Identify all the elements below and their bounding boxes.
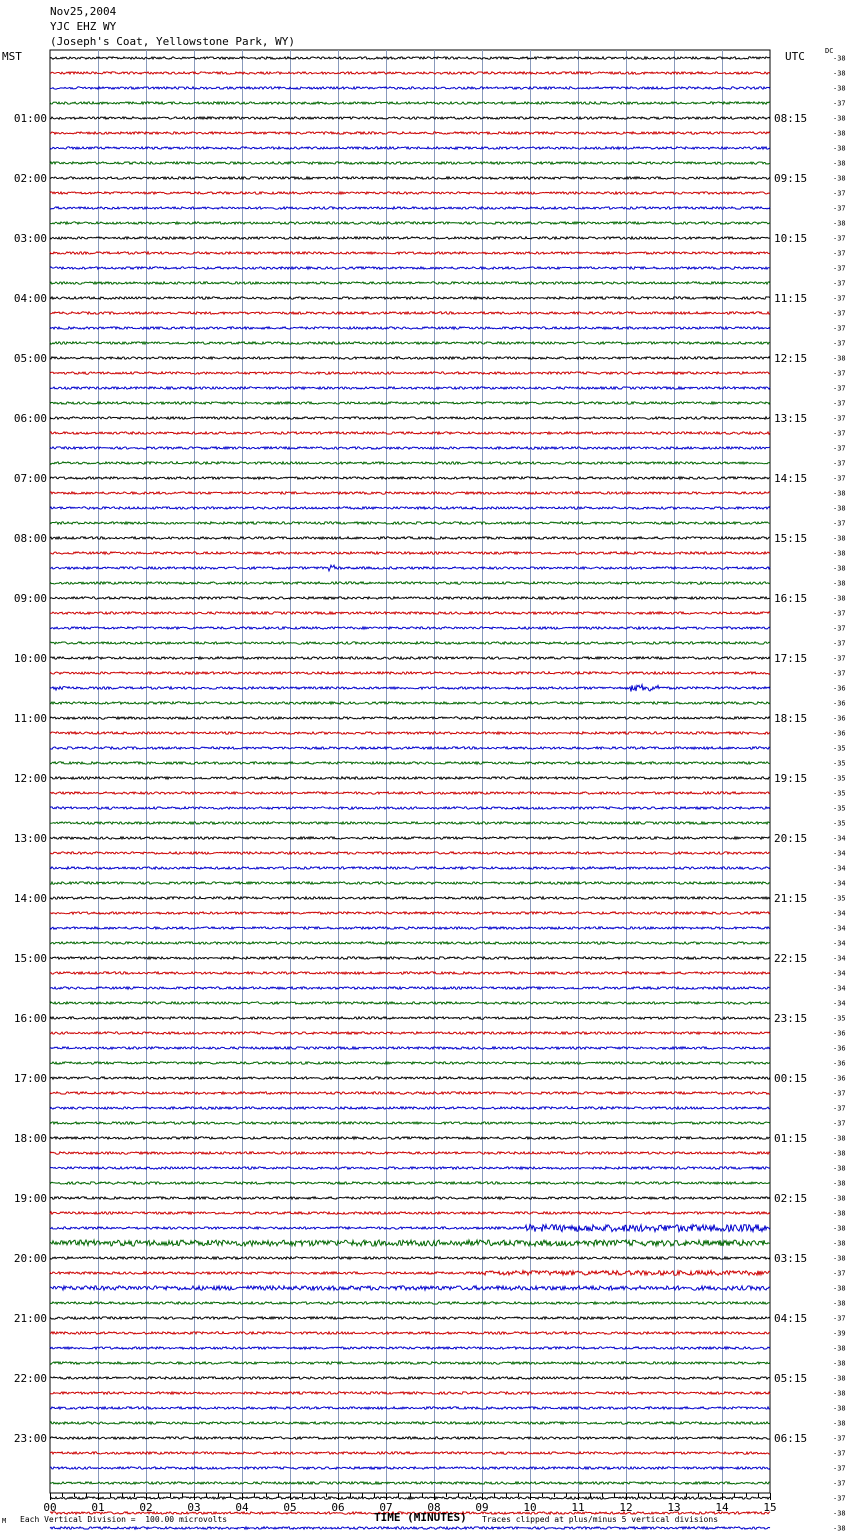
trace-row: [50, 987, 770, 989]
dc-offset-value: -34: [833, 939, 846, 948]
trace-row: [50, 1377, 770, 1379]
x-tick-label: 00: [43, 1501, 57, 1514]
trace-row: [50, 882, 770, 884]
trace-row: [50, 207, 770, 209]
dc-offset-value: -37: [833, 234, 846, 243]
trace-row: [50, 1077, 770, 1079]
right-hour-label: 23:15: [774, 1012, 808, 1025]
trace-row: [50, 402, 770, 404]
dc-offset-value: -37: [833, 264, 846, 273]
dc-offset-value: -36: [833, 684, 846, 693]
left-hour-label: 14:00: [13, 892, 47, 905]
trace-row: [50, 1257, 770, 1259]
right-hour-label: 14:15: [774, 472, 808, 485]
division-scale-note: Each Vertical Division = 100.00 microvolts: [20, 1515, 228, 1524]
left-hour-label: 20:00: [13, 1252, 47, 1265]
left-hour-label: 22:00: [13, 1372, 47, 1385]
dc-offset-value: -38: [833, 1524, 846, 1533]
x-tick-label: 04: [235, 1501, 249, 1514]
trace-row: [50, 297, 770, 299]
trace-row: [50, 552, 770, 554]
dc-offset-value: -34: [833, 879, 846, 888]
trace-row: [50, 1467, 770, 1469]
right-hour-label: 09:15: [774, 172, 808, 185]
left-hour-label: 09:00: [13, 592, 47, 605]
dc-offset-value: -35: [833, 804, 846, 813]
trace-row: [50, 342, 770, 344]
trace-row: [50, 1271, 770, 1276]
dc-offset-value: -37: [833, 1479, 846, 1488]
dc-offset-value: -37: [833, 474, 846, 483]
dc-offset-value: -34: [833, 909, 846, 918]
trace-row: [50, 1392, 770, 1394]
corner-mark: M: [2, 1517, 7, 1525]
dc-offset-value: -36: [833, 729, 846, 738]
trace-row: [50, 72, 770, 74]
station-code: YJC EHZ WY: [50, 20, 117, 33]
dc-offset-value: -37: [833, 294, 846, 303]
trace-row: [50, 177, 770, 179]
dc-offset-value: -37: [833, 1494, 846, 1503]
trace-row: [50, 492, 770, 494]
right-hour-label: 06:15: [774, 1432, 808, 1445]
trace-row: [50, 852, 770, 854]
dc-offset-value: -34: [833, 864, 846, 873]
trace-row: [50, 762, 770, 764]
dc-offset-value: -34: [833, 834, 846, 843]
right-hour-label: 05:15: [774, 1372, 808, 1385]
trace-row: [50, 57, 770, 59]
dc-offset-value: -37: [833, 279, 846, 288]
x-tick-label: 08: [427, 1501, 441, 1514]
trace-row: [50, 1240, 770, 1246]
trace-row: [50, 237, 770, 239]
dc-offset-value: -38: [833, 594, 846, 603]
trace-row: [50, 372, 770, 374]
dc-offset-value: -37: [833, 309, 846, 318]
trace-row: [50, 897, 770, 899]
trace-row: [50, 867, 770, 869]
dc-offset-value: -35: [833, 819, 846, 828]
dc-offset-value: -37: [833, 1104, 846, 1113]
trace-row: [50, 1317, 770, 1319]
left-hour-label: 06:00: [13, 412, 47, 425]
dc-offset-value: -37: [833, 1434, 846, 1443]
trace-layer: [50, 57, 770, 1534]
dc-offset-value: -38: [833, 69, 846, 78]
dc-offset-value: -38: [833, 1344, 846, 1353]
dc-offset-value: -34: [833, 924, 846, 933]
left-hour-label: 21:00: [13, 1312, 47, 1325]
trace-row: [50, 1182, 770, 1184]
x-tick-label: 02: [139, 1501, 153, 1514]
right-hour-label: 10:15: [774, 232, 808, 245]
dc-offset-value: -37: [833, 444, 846, 453]
left-hour-label: 10:00: [13, 652, 47, 665]
dc-offset-value: -38: [833, 1164, 846, 1173]
trace-row: [50, 1482, 770, 1484]
trace-row: [50, 685, 770, 692]
left-timezone-label: MST: [2, 50, 22, 63]
dc-offset-value: -37: [833, 384, 846, 393]
dc-offset-value: -37: [833, 459, 846, 468]
trace-row: [50, 612, 770, 614]
dc-offset-value: -37: [833, 399, 846, 408]
trace-row: [50, 1286, 770, 1290]
dc-offset-value: -37: [833, 414, 846, 423]
right-hour-label: 00:15: [774, 1072, 808, 1085]
trace-row: [50, 1167, 770, 1169]
dc-offset-value: -36: [833, 1029, 846, 1038]
trace-row: [50, 777, 770, 779]
right-hour-label: 22:15: [774, 952, 808, 965]
right-hour-label: 13:15: [774, 412, 808, 425]
dc-offset-value: -38: [833, 1299, 846, 1308]
x-tick-label: 03: [187, 1501, 201, 1514]
dc-offset-value: -36: [833, 1074, 846, 1083]
trace-row: [50, 1107, 770, 1109]
trace-row: [50, 537, 770, 539]
dc-offset-value: -38: [833, 84, 846, 93]
trace-row: [50, 1422, 770, 1424]
dc-offset-value: -37: [833, 1269, 846, 1278]
trace-row: [50, 942, 770, 944]
trace-row: [50, 1062, 770, 1064]
dc-offset-value: -38: [833, 159, 846, 168]
trace-row: [50, 1407, 770, 1409]
trace-row: [50, 837, 770, 839]
dc-offset-value: -35: [833, 774, 846, 783]
trace-row: [50, 732, 770, 734]
dc-offset-value: -37: [833, 669, 846, 678]
left-hour-label: 12:00: [13, 772, 47, 785]
trace-row: [50, 792, 770, 794]
trace-row: [50, 1332, 770, 1334]
dc-offset-value: -37: [833, 249, 846, 258]
right-hour-label: 16:15: [774, 592, 808, 605]
dc-offset-value: -38: [833, 1149, 846, 1158]
right-timezone-label: UTC: [785, 50, 805, 63]
dc-offset-value: -37: [833, 654, 846, 663]
dc-offset-value: -38: [833, 1509, 846, 1518]
dc-offset-value: -34: [833, 849, 846, 858]
right-hour-label: 20:15: [774, 832, 808, 845]
dc-offset-value: -37: [833, 1089, 846, 1098]
trace-row: [50, 1437, 770, 1439]
dc-offset-value: -38: [833, 354, 846, 363]
trace-row: [50, 747, 770, 749]
trace-row: [50, 582, 770, 584]
dc-offset-value: -38: [833, 1419, 846, 1428]
x-tick-label: 09: [475, 1501, 489, 1514]
trace-row: [50, 102, 770, 104]
dc-offset-value: -36: [833, 1044, 846, 1053]
dc-offset-value: -38: [833, 1194, 846, 1203]
dc-offset-value: -38: [833, 504, 846, 513]
left-hour-label: 07:00: [13, 472, 47, 485]
dc-offset-value: -37: [833, 1449, 846, 1458]
dc-offset-value: -37: [833, 519, 846, 528]
right-hour-label: 15:15: [774, 532, 808, 545]
left-hour-label: 11:00: [13, 712, 47, 725]
dc-offset-value: -38: [833, 1224, 846, 1233]
trace-row: [50, 522, 770, 524]
dc-offset-value: -37: [833, 339, 846, 348]
dc-offset-value: -38: [833, 1239, 846, 1248]
dc-offset-value: -38: [833, 114, 846, 123]
dc-offset-value: -38: [833, 219, 846, 228]
trace-row: [50, 312, 770, 314]
dc-offset-value: -38: [833, 489, 846, 498]
trace-row: [50, 462, 770, 464]
dc-offset-value: -37: [833, 609, 846, 618]
trace-row: [50, 1212, 770, 1214]
trace-row: [50, 147, 770, 149]
right-hour-label: 01:15: [774, 1132, 808, 1145]
trace-row: [50, 807, 770, 809]
dc-offset-value: -37: [833, 1464, 846, 1473]
right-hour-label: 21:15: [774, 892, 808, 905]
right-hour-label: 02:15: [774, 1192, 808, 1205]
right-hour-label: 17:15: [774, 652, 808, 665]
trace-row: [50, 192, 770, 194]
trace-row: [50, 1137, 770, 1139]
left-hour-label: 15:00: [13, 952, 47, 965]
trace-row: [50, 432, 770, 434]
dc-offset-value: -36: [833, 1059, 846, 1068]
x-tick-label: 13: [667, 1501, 681, 1514]
dc-offset-value: -38: [833, 534, 846, 543]
trace-row: [50, 357, 770, 359]
trace-row: [50, 1527, 770, 1529]
dc-offset-value: -38: [833, 579, 846, 588]
left-hour-label: 03:00: [13, 232, 47, 245]
clip-note: Traces clipped at plus/minus 5 vertical divisions: [482, 1515, 719, 1524]
dc-offset-value: -37: [833, 1314, 846, 1323]
dc-offset-value: -38: [833, 1179, 846, 1188]
station-location: (Joseph's Coat, Yellowstone Park, WY): [50, 35, 296, 48]
dc-offset-value: -37: [833, 369, 846, 378]
trace-row: [50, 282, 770, 284]
left-hour-label: 19:00: [13, 1192, 47, 1205]
x-tick-label: 11: [571, 1501, 585, 1514]
dc-offset-value: -37: [833, 624, 846, 633]
label-layer: [14, 55, 846, 1534]
dc-offset-value: -38: [833, 144, 846, 153]
trace-row: [50, 957, 770, 959]
x-tick-label: 01: [91, 1501, 105, 1514]
x-tick-label: 14: [715, 1501, 729, 1514]
x-tick-label: 15: [763, 1501, 777, 1514]
trace-row: [50, 1347, 770, 1349]
left-hour-label: 16:00: [13, 1012, 47, 1025]
dc-offset-value: -37: [833, 324, 846, 333]
trace-row: [50, 387, 770, 389]
trace-row: [50, 1197, 770, 1199]
trace-row: [50, 132, 770, 134]
trace-row: [50, 267, 770, 269]
dc-offset-value: -39: [833, 1329, 846, 1338]
dc-offset-value: -38: [833, 1284, 846, 1293]
trace-row: [50, 642, 770, 644]
left-hour-label: 08:00: [13, 532, 47, 545]
trace-row: [50, 87, 770, 89]
right-hour-label: 12:15: [774, 352, 808, 365]
dc-offset-value: -34: [833, 954, 846, 963]
trace-row: [50, 717, 770, 719]
trace-row: [50, 912, 770, 914]
left-hour-label: 02:00: [13, 172, 47, 185]
x-tick-label: 10: [523, 1501, 537, 1514]
dc-offset-value: -37: [833, 189, 846, 198]
plot-frame: [50, 50, 770, 1493]
right-hour-label: 08:15: [774, 112, 808, 125]
trace-row: [50, 627, 770, 629]
dc-offset-value: -38: [833, 1254, 846, 1263]
dc-offset-value: -38: [833, 564, 846, 573]
left-hour-label: 23:00: [13, 1432, 47, 1445]
right-hour-label: 04:15: [774, 1312, 808, 1325]
trace-row: [50, 222, 770, 224]
dc-offset-value: -35: [833, 1014, 846, 1023]
trace-row: [50, 417, 770, 419]
left-hour-label: 17:00: [13, 1072, 47, 1085]
dc-offset-value: -37: [833, 204, 846, 213]
trace-row: [50, 1152, 770, 1154]
trace-row: [50, 927, 770, 929]
trace-row: [50, 1092, 770, 1094]
trace-row: [50, 1032, 770, 1034]
dc-offset-value: -38: [833, 129, 846, 138]
dc-offset-value: -37: [833, 429, 846, 438]
trace-row: [50, 972, 770, 974]
dc-offset-value: -35: [833, 744, 846, 753]
right-hour-label: 03:15: [774, 1252, 808, 1265]
x-tick-label: 06: [331, 1501, 345, 1514]
dc-offset-value: -37: [833, 1119, 846, 1128]
dc-offset-value: -37: [833, 639, 846, 648]
dc-offset-value: -36: [833, 699, 846, 708]
dc-offset-value: -38: [833, 1359, 846, 1368]
trace-row: [50, 822, 770, 824]
right-hour-label: 18:15: [774, 712, 808, 725]
trace-row: [50, 1047, 770, 1049]
trace-row: [50, 1497, 770, 1499]
right-hour-label: 11:15: [774, 292, 808, 305]
trace-row: [50, 1122, 770, 1124]
dc-offset-value: -38: [833, 1389, 846, 1398]
x-tick-label: 07: [379, 1501, 393, 1514]
trace-row: [50, 702, 770, 704]
trace-row: [50, 477, 770, 479]
trace-row: [50, 1002, 770, 1004]
dc-offset-value: -38: [833, 1209, 846, 1218]
trace-row: [50, 1017, 770, 1019]
plot-date: Nov25,2004: [50, 5, 117, 18]
left-hour-label: 04:00: [13, 292, 47, 305]
trace-row: [50, 327, 770, 329]
left-hour-label: 05:00: [13, 352, 47, 365]
dc-offset-value: -38: [833, 549, 846, 558]
dc-offset-value: -38: [833, 1134, 846, 1143]
dc-offset-header: DC: [825, 47, 834, 55]
trace-row: [50, 1362, 770, 1364]
trace-row: [50, 1302, 770, 1304]
trace-row: [50, 1224, 770, 1231]
dc-offset-value: -34: [833, 999, 846, 1008]
dc-offset-value: -36: [833, 714, 846, 723]
x-tick-label: 05: [283, 1501, 297, 1514]
left-hour-label: 13:00: [13, 832, 47, 845]
left-hour-label: 18:00: [13, 1132, 47, 1145]
dc-offset-value: -38: [833, 54, 846, 63]
trace-row: [50, 252, 770, 254]
dc-offset-value: -34: [833, 969, 846, 978]
right-hour-label: 19:15: [774, 772, 808, 785]
trace-row: [50, 162, 770, 164]
trace-row: [50, 597, 770, 599]
x-axis-title: TIME (MINUTES): [374, 1511, 467, 1524]
trace-row: [50, 117, 770, 119]
x-tick-label: 12: [619, 1501, 633, 1514]
left-hour-label: 01:00: [13, 112, 47, 125]
trace-row: [50, 565, 770, 571]
trace-row: [50, 447, 770, 449]
grid-layer: [50, 50, 770, 1493]
trace-row: [50, 672, 770, 674]
trace-row: [50, 507, 770, 509]
dc-offset-value: -35: [833, 894, 846, 903]
dc-offset-value: -38: [833, 174, 846, 183]
dc-offset-value: -38: [833, 1374, 846, 1383]
dc-offset-value: -37: [833, 99, 846, 108]
dc-offset-value: -35: [833, 789, 846, 798]
trace-row: [50, 1452, 770, 1454]
trace-row: [50, 657, 770, 659]
dc-offset-value: -35: [833, 759, 846, 768]
dc-offset-value: -34: [833, 984, 846, 993]
dc-offset-value: -38: [833, 1404, 846, 1413]
